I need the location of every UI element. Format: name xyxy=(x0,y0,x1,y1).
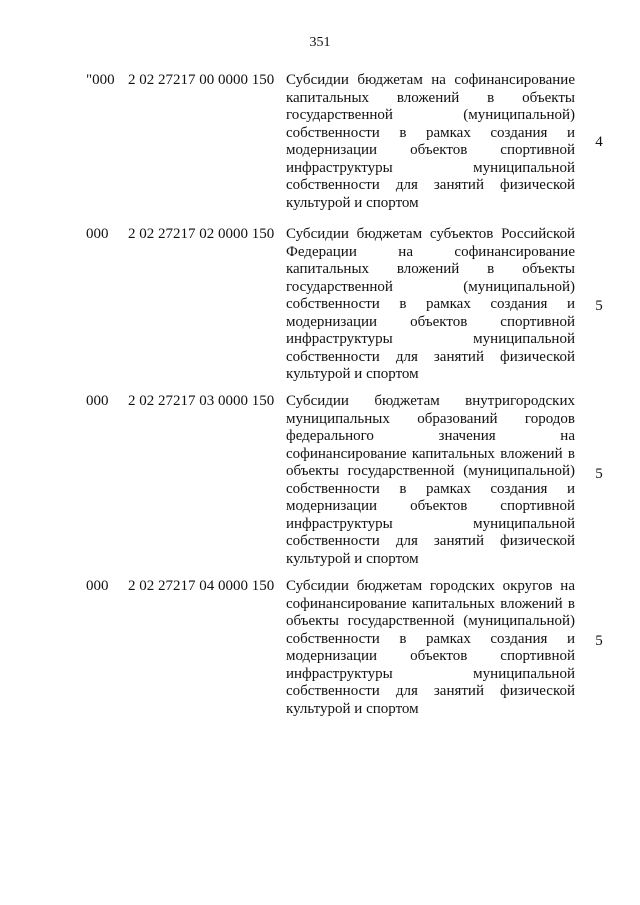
income-description: Субсидии бюджетам городских округов на софинансирование капитальных вложений в объекты государственной (муниципальной) собственности в рамках создания и модернизации объектов спортивной инфраструктуры муниципальной собственности для занятий физической культурой и спортом xyxy=(286,578,575,717)
level-number: 5 xyxy=(595,298,603,314)
level-number: 4 xyxy=(595,134,603,150)
classification-code: 2 02 27217 02 0000 150 xyxy=(128,226,275,242)
classification-code: 2 02 27217 00 0000 150 xyxy=(128,72,275,88)
income-description: Субсидии бюджетам на софинансирование капитальных вложений в объекты государственной (муниципальной) собственности в рамках создания и модернизации объектов спортивной инфраструктуры муниципальной собственности для занятий физической культурой и спортом xyxy=(286,72,575,211)
classification-code: 2 02 27217 03 0000 150 xyxy=(128,393,275,409)
level-number: 5 xyxy=(595,466,603,482)
page-number: 351 xyxy=(309,35,331,50)
admin-code: 000 xyxy=(86,226,109,242)
admin-code: 000 xyxy=(86,393,109,409)
income-description: Субсидии бюджетам субъектов Российской Федерации на софинансирование капитальных вложений в объекты государственной (муниципальной) собственности в рамках создания и модернизации объектов спортивной инфраструктуры муниципальной собственности для занятий физической культурой и спортом xyxy=(286,226,575,382)
classification-code: 2 02 27217 04 0000 150 xyxy=(128,578,275,594)
admin-code: 000 xyxy=(86,578,109,594)
admin-code: "000 xyxy=(86,72,115,88)
level-number: 5 xyxy=(595,633,603,649)
income-description: Субсидии бюджетам внутригородских муниципальных образований городов федерального значения на софинансирование капитальных вложений в объекты государственной (муниципальной) собственности в рамках создания и модернизации объектов спортивной инфраструктуры муниципальной собственности для занятий физической культурой и спортом xyxy=(286,393,575,567)
